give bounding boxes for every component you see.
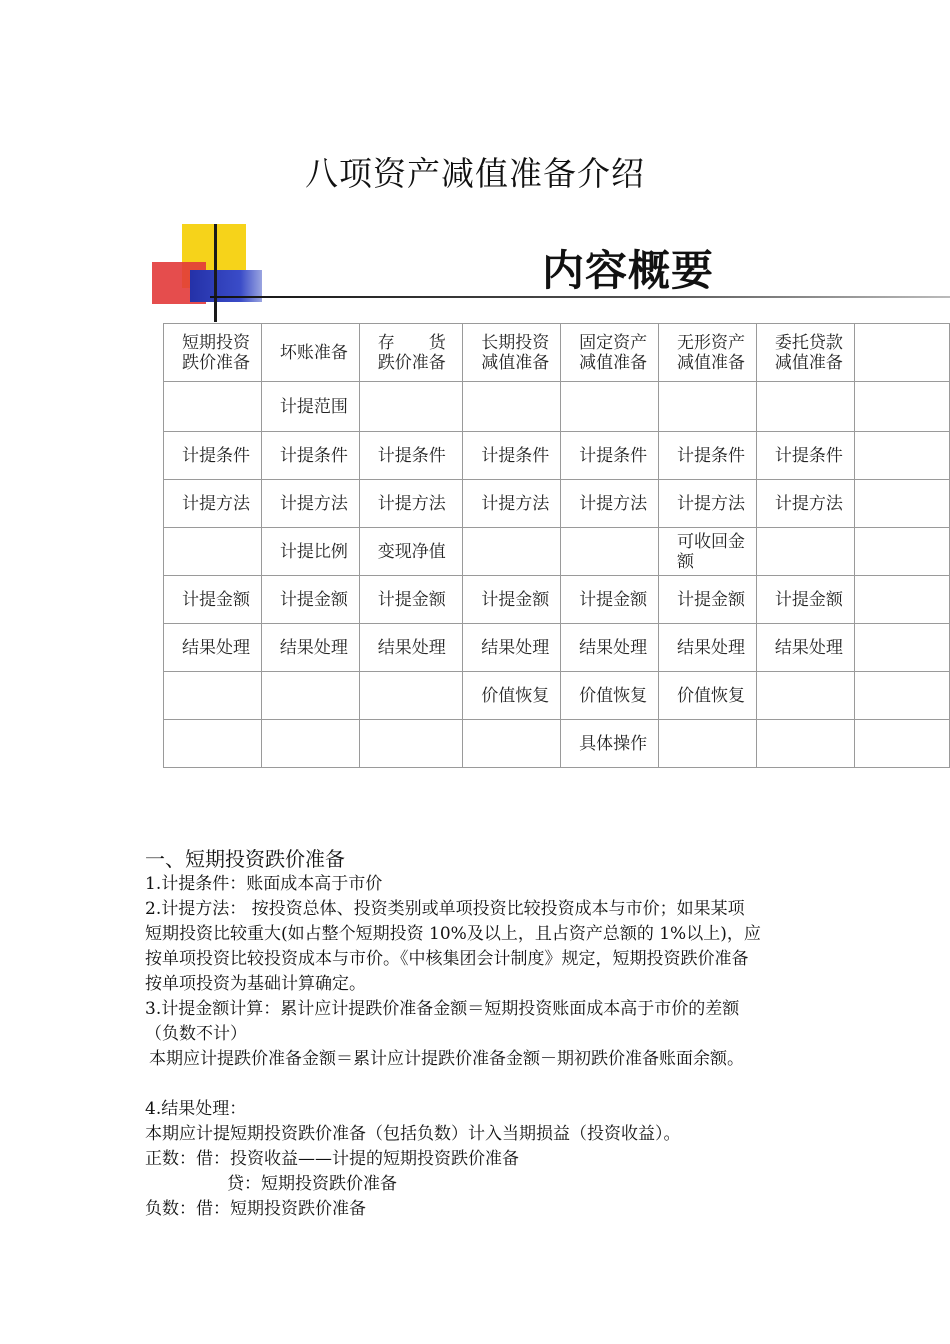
table-cell: 计提范围 (261, 382, 359, 432)
table-cell (854, 624, 949, 672)
table-cell (359, 720, 462, 768)
table-cell (164, 672, 262, 720)
table-cell: 计提金额 (359, 576, 462, 624)
table-cell: 结果处理 (261, 624, 359, 672)
table-cell: 具体操作 (561, 720, 659, 768)
table-cell (756, 382, 854, 432)
table-cell: 价值恢复 (561, 672, 659, 720)
table-cell: 结果处理 (463, 624, 561, 672)
table-cell (463, 720, 561, 768)
table-header-cell: 委托贷款 减值准备 (756, 324, 854, 382)
table-row (164, 576, 950, 624)
table-cell (561, 382, 659, 432)
table-cell: 计提方法 (756, 480, 854, 528)
table-cell: 计提方法 (261, 480, 359, 528)
table-row (164, 382, 950, 432)
text-line: 短期投资比较重大(如占整个短期投资 10%及以上，且占资产总额的 1%以上)，应 (145, 924, 761, 944)
table-cell (854, 528, 949, 576)
table-cell: 计提方法 (561, 480, 659, 528)
table-header-cell: 长期投资 减值准备 (463, 324, 561, 382)
table-cell: 计提金额 (261, 576, 359, 624)
text-line: 正数：借：投资收益——计提的短期投资跌价准备 (145, 1149, 519, 1169)
table-cell (854, 480, 949, 528)
table-cell: 计提金额 (561, 576, 659, 624)
table-header-cell: 短期投资 跌价准备 (164, 324, 262, 382)
table-cell (854, 672, 949, 720)
table-cell (756, 528, 854, 576)
table-header-cell: 无形资产 减值准备 (659, 324, 757, 382)
table-cell (659, 720, 757, 768)
table-cell (164, 382, 262, 432)
table-cell (261, 672, 359, 720)
table-cell: 计提金额 (164, 576, 262, 624)
text-line: 本期应计提短期投资跌价准备（包括负数）计入当期损益（投资收益）。 (145, 1124, 681, 1144)
table-cell (261, 720, 359, 768)
table-header-cell: 固定资产 减值准备 (561, 324, 659, 382)
blank-line (145, 1072, 815, 1097)
table-cell (756, 720, 854, 768)
text-line: 1.计提条件：账面成本高于市价 (145, 874, 383, 894)
table-cell (164, 720, 262, 768)
table-cell: 计提比例 (261, 528, 359, 576)
table-row (164, 672, 950, 720)
table-cell: 计提条件 (463, 432, 561, 480)
overview-table (163, 323, 950, 768)
slide-heading: 内容概要 (542, 246, 715, 295)
vertical-rule (214, 224, 217, 322)
table-cell: 结果处理 (561, 624, 659, 672)
table-cell: 计提条件 (659, 432, 757, 480)
table-cell: 计提条件 (164, 432, 262, 480)
table-header-cell: 存 货 跌价准备 (359, 324, 462, 382)
text-line: 按单项投资为基础计算确定。 (145, 974, 366, 994)
table-cell: 可收回金额 (659, 528, 757, 576)
table-cell: 结果处理 (756, 624, 854, 672)
content-overview-slide (150, 222, 950, 782)
section-body (145, 846, 815, 1222)
table-cell (854, 720, 949, 768)
text-line: 2.计提方法： 按投资总体、投资类别或单项投资比较投资成本与市价；如果某项 (145, 899, 745, 919)
table-cell: 计提方法 (463, 480, 561, 528)
text-line: 贷：短期投资跌价准备 (227, 1174, 397, 1194)
table-cell: 结果处理 (164, 624, 262, 672)
page-title: 八项资产减值准备介绍 (305, 154, 645, 194)
table-cell (659, 382, 757, 432)
table-cell: 结果处理 (359, 624, 462, 672)
table-cell: 计提条件 (756, 432, 854, 480)
section-heading: 一、短期投资跌价准备 (145, 847, 345, 871)
table-cell: 结果处理 (659, 624, 757, 672)
table-cell: 计提条件 (561, 432, 659, 480)
table-cell: 变现净值 (359, 528, 462, 576)
table-cell (463, 528, 561, 576)
text-line: 负数：借：短期投资跌价准备 (145, 1199, 366, 1219)
table-cell (164, 528, 262, 576)
text-line: 4.结果处理： (145, 1099, 247, 1119)
table-row (164, 720, 950, 768)
table-header-cell: 坏账准备 (261, 324, 359, 382)
table-cell (359, 672, 462, 720)
table-cell (561, 528, 659, 576)
table-row (164, 480, 950, 528)
table-row (164, 528, 950, 576)
table-header-row (164, 324, 950, 382)
table-cell (854, 576, 949, 624)
text-line: 按单项投资比较投资成本与市价。《中核集团会计制度》规定，短期投资跌价准备 (145, 949, 749, 969)
table-cell: 计提金额 (756, 576, 854, 624)
table-cell: 计提方法 (359, 480, 462, 528)
table-cell (463, 382, 561, 432)
table-cell: 计提方法 (164, 480, 262, 528)
table-cell: 价值恢复 (659, 672, 757, 720)
table-cell (359, 382, 462, 432)
table-cell: 价值恢复 (463, 672, 561, 720)
table-cell: 计提条件 (359, 432, 462, 480)
table-cell (756, 672, 854, 720)
table-row (164, 624, 950, 672)
text-line: 本期应计提跌价准备金额＝累计应计提跌价准备金额－期初跌价准备账面余额。 (149, 1049, 744, 1069)
table-cell (854, 382, 949, 432)
table-cell: 计提条件 (261, 432, 359, 480)
table-row (164, 432, 950, 480)
table-cell: 计提金额 (463, 576, 561, 624)
text-line: （负数不计） (145, 1024, 247, 1044)
table-cell: 计提方法 (659, 480, 757, 528)
table-cell (854, 432, 949, 480)
table-cell: 计提金额 (659, 576, 757, 624)
table-header-cell (854, 324, 949, 382)
text-line: 3.计提金额计算：累计应计提跌价准备金额＝短期投资账面成本高于市价的差额 (145, 999, 740, 1019)
